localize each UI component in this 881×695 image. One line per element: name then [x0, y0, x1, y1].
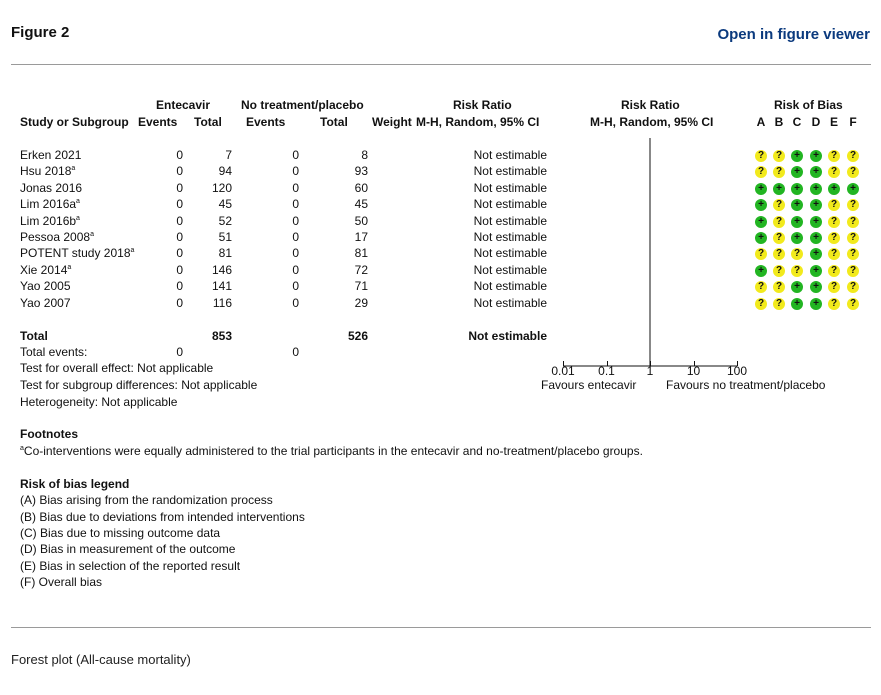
some-concerns-icon: ?	[828, 298, 840, 310]
bias-domain-letter: D	[811, 115, 821, 129]
total-entecavir: 45	[218, 197, 232, 211]
low-risk-icon: +	[791, 232, 803, 244]
legend-item-d: (D) Bias in measurement of the outcome	[20, 542, 236, 556]
some-concerns-icon: ?	[828, 232, 840, 244]
some-concerns-icon: ?	[828, 216, 840, 228]
total-entecavir: 853	[211, 329, 232, 343]
total-risk-ratio: Not estimable	[468, 329, 547, 343]
study-name-text: Yao 2007	[20, 296, 71, 310]
some-concerns-icon: ?	[773, 281, 785, 293]
footnotes-title: Footnotes	[20, 427, 78, 441]
events-control: 0	[292, 164, 299, 178]
events-control: 0	[292, 279, 299, 293]
some-concerns-icon: ?	[847, 265, 859, 277]
total-events-entecavir: 0	[176, 345, 183, 359]
footnote-marker: a	[71, 165, 76, 172]
total-control: 8	[361, 148, 368, 162]
low-risk-icon: +	[828, 183, 840, 195]
total2-column-header: Total	[320, 115, 348, 129]
events-control: 0	[292, 230, 299, 244]
axis-tick-label: 0.01	[551, 364, 575, 378]
some-concerns-icon: ?	[847, 150, 859, 162]
rr-plot-column-header: M-H, Random, 95% CI	[590, 115, 714, 129]
study-name	[20, 197, 80, 211]
figure-caption: Forest plot (All-cause mortality)	[11, 652, 191, 667]
events-control: 0	[292, 246, 299, 260]
events-control: 0	[292, 214, 299, 228]
low-risk-icon: +	[791, 298, 803, 310]
events-entecavir: 0	[176, 263, 183, 277]
some-concerns-icon: ?	[773, 232, 785, 244]
events-entecavir: 0	[176, 296, 183, 310]
some-concerns-icon: ?	[773, 199, 785, 211]
figure-title: Figure 2	[11, 24, 70, 41]
low-risk-icon: +	[791, 199, 803, 211]
low-risk-icon: +	[791, 183, 803, 195]
legend-item-e: (E) Bias in selection of the reported result	[20, 559, 241, 573]
some-concerns-icon: ?	[773, 265, 785, 277]
control-group-header: No treatment/placebo	[241, 98, 364, 112]
footnote-marker: a	[76, 198, 80, 205]
some-concerns-icon: ?	[791, 265, 803, 277]
some-concerns-icon: ?	[828, 248, 840, 260]
some-concerns-icon: ?	[755, 166, 767, 178]
study-name	[20, 279, 71, 293]
low-risk-icon: +	[810, 265, 822, 277]
study-name-text: Jonas 2016	[20, 181, 83, 195]
footnote-marker: a	[90, 231, 94, 238]
total-control: 71	[354, 279, 368, 293]
legend-item-c: (C) Bias due to missing outcome data	[20, 526, 221, 540]
some-concerns-icon: ?	[773, 298, 785, 310]
some-concerns-icon: ?	[773, 166, 785, 178]
total-control: 60	[354, 181, 368, 195]
footnote-marker: a	[130, 247, 135, 254]
favours-entecavir-label: Favours entecavir	[541, 378, 637, 392]
events-entecavir: 0	[176, 181, 183, 195]
risk-ratio-value: Not estimable	[473, 246, 547, 260]
events-control: 0	[292, 148, 299, 162]
rr-column-header: M-H, Random, 95% CI	[416, 115, 540, 129]
legend-item-b: (B) Bias due to deviations from intended interventions	[20, 510, 305, 524]
risk-ratio-value: Not estimable	[473, 230, 547, 244]
total-entecavir: 120	[211, 181, 232, 195]
low-risk-icon: +	[810, 281, 822, 293]
subgroup-differences-note: Test for subgroup differences: Not applicable	[20, 378, 258, 392]
study-name-text: Lim 2016b	[20, 214, 77, 228]
total-events-control: 0	[292, 345, 299, 359]
total-entecavir: 52	[218, 214, 232, 228]
total-control: 72	[354, 263, 368, 277]
events2-column-header: Events	[246, 115, 286, 129]
risk-ratio-header: Risk Ratio	[453, 98, 512, 112]
events-control: 0	[292, 181, 299, 195]
footnote-marker: a	[76, 215, 80, 222]
low-risk-icon: +	[791, 216, 803, 228]
study-name	[20, 296, 71, 310]
heterogeneity-note: Heterogeneity: Not applicable	[20, 395, 178, 409]
risk-ratio-value: Not estimable	[473, 164, 547, 178]
total-control: 81	[354, 246, 368, 260]
total-control: 45	[354, 197, 368, 211]
events-entecavir: 0	[176, 246, 183, 260]
some-concerns-icon: ?	[847, 216, 859, 228]
low-risk-icon: +	[810, 216, 822, 228]
some-concerns-icon: ?	[847, 166, 859, 178]
events-entecavir: 0	[176, 148, 183, 162]
events-entecavir: 0	[176, 164, 183, 178]
low-risk-icon: +	[755, 265, 767, 277]
total-control: 526	[347, 329, 368, 343]
low-risk-icon: +	[791, 166, 803, 178]
low-risk-icon: +	[810, 166, 822, 178]
study-name	[20, 148, 81, 162]
study-name	[20, 214, 80, 228]
study-name-text: Erken 2021	[20, 148, 82, 162]
study-name-text: Hsu 2018	[20, 164, 72, 178]
low-risk-icon: +	[755, 216, 767, 228]
bias-domain-letter: C	[792, 115, 802, 129]
some-concerns-icon: ?	[828, 281, 840, 293]
axis-tick-label: 1	[646, 364, 654, 378]
total-entecavir: 81	[218, 246, 232, 260]
low-risk-icon: +	[847, 183, 859, 195]
bottom-divider	[11, 627, 871, 628]
low-risk-icon: +	[810, 183, 822, 195]
risk-ratio-value: Not estimable	[473, 181, 547, 195]
events-entecavir: 0	[176, 197, 183, 211]
some-concerns-icon: ?	[828, 199, 840, 211]
low-risk-icon: +	[791, 281, 803, 293]
study-name	[20, 263, 71, 277]
legend-item-a: (A) Bias arising from the randomization process	[20, 493, 273, 507]
events-entecavir: 0	[176, 230, 183, 244]
risk-ratio-value: Not estimable	[473, 214, 547, 228]
low-risk-icon: +	[810, 298, 822, 310]
footnote-marker: a	[67, 264, 72, 271]
risk-ratio-value: Not estimable	[473, 296, 547, 310]
events-control: 0	[292, 197, 299, 211]
low-risk-icon: +	[791, 150, 803, 162]
footnote-a: $^a$Co-interventions were equally administered to the trial participants in the entecavir and no-treatment/placebo groups.	[20, 444, 643, 458]
risk-ratio-plot-header: Risk Ratio	[621, 98, 680, 112]
some-concerns-icon: ?	[847, 248, 859, 260]
low-risk-icon: +	[773, 183, 785, 195]
some-concerns-icon: ?	[755, 281, 767, 293]
low-risk-icon: +	[810, 232, 822, 244]
total-entecavir: 146	[211, 263, 232, 277]
some-concerns-icon: ?	[773, 216, 785, 228]
some-concerns-icon: ?	[773, 150, 785, 162]
some-concerns-icon: ?	[828, 166, 840, 178]
entecavir-group-header: Entecavir	[156, 98, 211, 112]
total-entecavir: 116	[212, 296, 232, 310]
some-concerns-icon: ?	[828, 150, 840, 162]
events-entecavir: 0	[176, 214, 183, 228]
study-name-text: Lim 2016a	[20, 197, 77, 211]
some-concerns-icon: ?	[755, 248, 767, 260]
low-risk-icon: +	[755, 232, 767, 244]
study-name-text: POTENT study 2018	[20, 246, 131, 260]
low-risk-icon: +	[810, 248, 822, 260]
study-name	[20, 246, 134, 260]
some-concerns-icon: ?	[847, 281, 859, 293]
risk-ratio-value: Not estimable	[473, 148, 547, 162]
axis-tick-label: 10	[686, 364, 701, 378]
total1-column-header: Total	[194, 115, 222, 129]
total-label: Total	[20, 329, 48, 343]
some-concerns-icon: ?	[847, 199, 859, 211]
some-concerns-icon: ?	[773, 248, 785, 260]
favours-control-label: Favours no treatment/placebo	[666, 378, 826, 392]
axis-tick-label: 0.1	[598, 364, 615, 378]
low-risk-icon: +	[755, 183, 767, 195]
events-control: 0	[292, 263, 299, 277]
study-name	[20, 164, 75, 178]
risk-of-bias-legend-title: Risk of bias legend	[20, 477, 130, 491]
study-name	[20, 181, 82, 195]
open-in-figure-viewer-link[interactable]: Open in figure viewer	[717, 26, 870, 43]
study-name-text: Xie 2014	[20, 263, 68, 277]
low-risk-icon: +	[810, 150, 822, 162]
some-concerns-icon: ?	[847, 232, 859, 244]
total-entecavir: 51	[218, 230, 232, 244]
some-concerns-icon: ?	[791, 248, 803, 260]
risk-ratio-value: Not estimable	[473, 197, 547, 211]
events1-column-header: Events	[138, 115, 178, 129]
study-name	[20, 230, 94, 244]
bias-domain-letter: B	[774, 115, 784, 129]
total-control: 17	[354, 230, 368, 244]
low-risk-icon: +	[810, 199, 822, 211]
risk-of-bias-header: Risk of Bias	[774, 98, 843, 112]
total-entecavir: 94	[218, 164, 232, 178]
axis-tick-label: 100	[726, 364, 748, 378]
risk-ratio-value: Not estimable	[473, 263, 547, 277]
low-risk-icon: +	[755, 199, 767, 211]
study-name-text: Pessoa 2008	[20, 230, 91, 244]
study-column-header: Study or Subgroup	[20, 115, 129, 129]
some-concerns-icon: ?	[847, 298, 859, 310]
some-concerns-icon: ?	[828, 265, 840, 277]
total-events-label: Total events:	[20, 345, 88, 359]
total-control: 50	[354, 214, 368, 228]
some-concerns-icon: ?	[755, 150, 767, 162]
weight-column-header: Weight	[372, 115, 412, 129]
bias-domain-letter: E	[829, 115, 838, 129]
overall-effect-note: Test for overall effect: Not applicable	[20, 361, 214, 375]
events-entecavir: 0	[176, 279, 183, 293]
bias-domain-letter: A	[756, 115, 766, 129]
total-control: 93	[354, 164, 368, 178]
events-control: 0	[292, 296, 299, 310]
study-name-text: Yao 2005	[20, 279, 71, 293]
bias-domain-letter: F	[849, 115, 857, 129]
total-entecavir: 141	[211, 279, 232, 293]
risk-ratio-value: Not estimable	[473, 279, 547, 293]
some-concerns-icon: ?	[755, 298, 767, 310]
total-control: 29	[354, 296, 368, 310]
legend-item-f: (F) Overall bias	[20, 575, 103, 589]
total-entecavir: 7	[225, 148, 232, 162]
